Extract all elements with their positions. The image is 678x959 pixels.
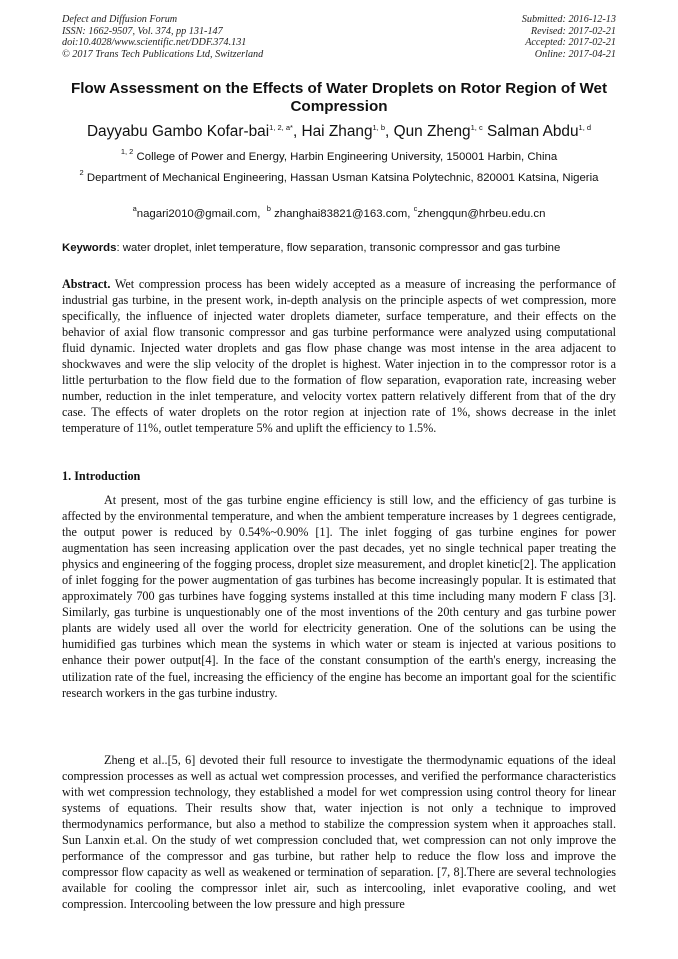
online-date: Online: 2017-04-21 — [534, 48, 616, 60]
journal-info — [62, 14, 263, 60]
accepted-date: Accepted: 2017-02-21 — [525, 37, 616, 49]
author-affiliation-mark: 1, 2, a* — [269, 123, 293, 132]
affiliation-text: Department of Mechanical Engineering, Hassan Usman Katsina Polytechnic, 820001 Katsina, Nigeria — [86, 172, 599, 184]
abstract-text: Wet compression process has been widely accepted as a measure of increasing the performance of industrial gas turbine, in the present work, in-depth analysis on the principle aspects of wet compression, more specifically, the influence of injected water droplets diameter, surface temperature, and their effects on the behavior of axial flow transonic compressor and gas turbine performance were analyzed using computational fluid dynamic. Injected water droplets and gas flow phase change was most intense in the area adjacent to shockwaves and were the slip velocity of the droplet is highest. Water injection in to the compressor rotor is a little perturbation to the flow field due to the formation of flow separation, evaporation rate, increasing weber number, reduction in the inlet temperature, and velocity vortex pattern relatively different from that of the dry case. The effects of water droplets on the rotor region at injection rate of 1%, shows decrease in the inlet temperature of 11%, outlet temperature 5% and uplift the efficiency to 1.5%. — [62, 277, 616, 436]
author-affiliation-mark: 1, b — [372, 123, 386, 132]
abstract — [62, 276, 616, 436]
author-list: Dayyabu Gambo Kofar-bai$^{1, 2, a*}$, Hai Zhang$^{1, b}$, Qun Zheng$^{1, c}$ Salman Abdu$^{1, d}$ — [86, 123, 592, 140]
affiliation-1 — [62, 149, 616, 165]
email-mark: a — [132, 204, 137, 213]
affiliation-mark: 1, 2 — [120, 147, 134, 156]
abstract-label: Abstract. — [62, 277, 111, 291]
affiliation-mark: 2 — [79, 168, 84, 177]
email-link[interactable]: zhengqun@hrbeu.edu.cn — [417, 208, 546, 220]
intro-paragraph-2: Zheng et al..[5, 6] devoted their full resource to investigate the thermodynamic equations of the ideal compression processes as well as actual wet compression processes, and verified the performance characteristics with wet compression technology, they established a model for wet compression using control theory for linear systems of equations. Their results show that, water injection is not only a technique to improved thermodynamics performance, but also a method to stabilize the compression system when it approaches stall. Sun Lanxin et.al. On the study of wet compression concluded that, wet compression can not only improve the performance of the compressor and gas turbine, but rather help to reduce the flow loss and improve the compressor flow capacity as well as weakened or termination of separation. [7, 8].There are several technologies available for cooling the compressor inlet air, such as intercooling, inlet evaporative cooling, and wet compression. Intercooling between the low pressure and high pressure — [62, 753, 616, 912]
keywords — [62, 240, 616, 256]
copyright: © 2017 Trans Tech Publications Ltd, Switzerland — [62, 48, 264, 60]
author-emails: $^a$nagari2010@gmail.com, $^b$ zhanghai83821@163.com, $^c$zhengqun@hrbeu.edu.cn — [132, 204, 546, 220]
affiliation-2 — [72, 170, 606, 186]
email-mark: b — [266, 204, 271, 213]
author-name: Qun Zheng — [393, 123, 471, 140]
intro-paragraph-1: At present, most of the gas turbine engine efficiency is still low, and the efficiency of gas turbine is affected by the environmental temperature, and when the ambient temperature increases by 1 degrees centigrade, the output power is reduced by 0.54%~0.90% [1]. The inlet fogging of gas turbine engines for power augmentation has seen increasing application over the past decades, yet no single technical paper treating the physics and engineering of the fogging process, droplet size measurement, and droplet kinetic[2]. The application of inlet fogging for the power augmentation of gas turbines has become increasingly popular. It is estimated that approximately 700 gas turbines have fogging systems installed at this time including many modern F class [3]. Similarly, gas turbine is unquestionably one of the most inventions of the 20th century and gas turbine power plants are widely used all over the world for electricity generation. One of the solutions can be using the humidified gas turbines which mean the systems in which water or steam is injected at various positions to enhance their power output[4]. In the face of the constant consumption of the earth's energy, increasing the utilization rate of the fuel, increasing the efficiency of the engine has become an important goal for the scientific research workers in the gas turbine industry. — [62, 493, 616, 700]
publication-dates — [522, 14, 616, 60]
issn-volume: ISSN: 1662-9507, Vol. 374, pp 131-147 — [62, 25, 223, 37]
section-heading-introduction: 1. Introduction — [62, 469, 141, 483]
affiliation-text: College of Power and Energy, Harbin Engineering University, 150001 Harbin, China — [136, 151, 558, 163]
email-mark: c — [413, 204, 418, 213]
author-affiliation-mark: 1, d — [578, 123, 592, 132]
keywords-text: : water droplet, inlet temperature, flow separation, transonic compressor and gas turbine — [116, 242, 561, 254]
submitted-date: Submitted: 2016-12-13 — [521, 14, 616, 25]
revised-date: Revised: 2017-02-21 — [530, 25, 616, 37]
doi[interactable]: doi:10.4028/www.scientific.net/DDF.374.131 — [62, 37, 247, 49]
author-name: Dayyabu Gambo Kofar-bai — [86, 123, 270, 140]
paper-title: Flow Assessment on the Effects of Water Droplets on Rotor Region of Wet Compression — [70, 80, 608, 115]
email-link[interactable]: zhanghai83821@163.com — [274, 208, 408, 220]
journal-name: Defect and Diffusion Forum — [62, 14, 178, 25]
keywords-label: Keywords — [62, 242, 117, 254]
author-name: Salman Abdu — [486, 123, 579, 140]
author-affiliation-mark: 1, c — [470, 123, 483, 132]
author-name: Hai Zhang — [301, 123, 373, 140]
email-link[interactable]: nagari2010@gmail.com — [136, 208, 258, 220]
